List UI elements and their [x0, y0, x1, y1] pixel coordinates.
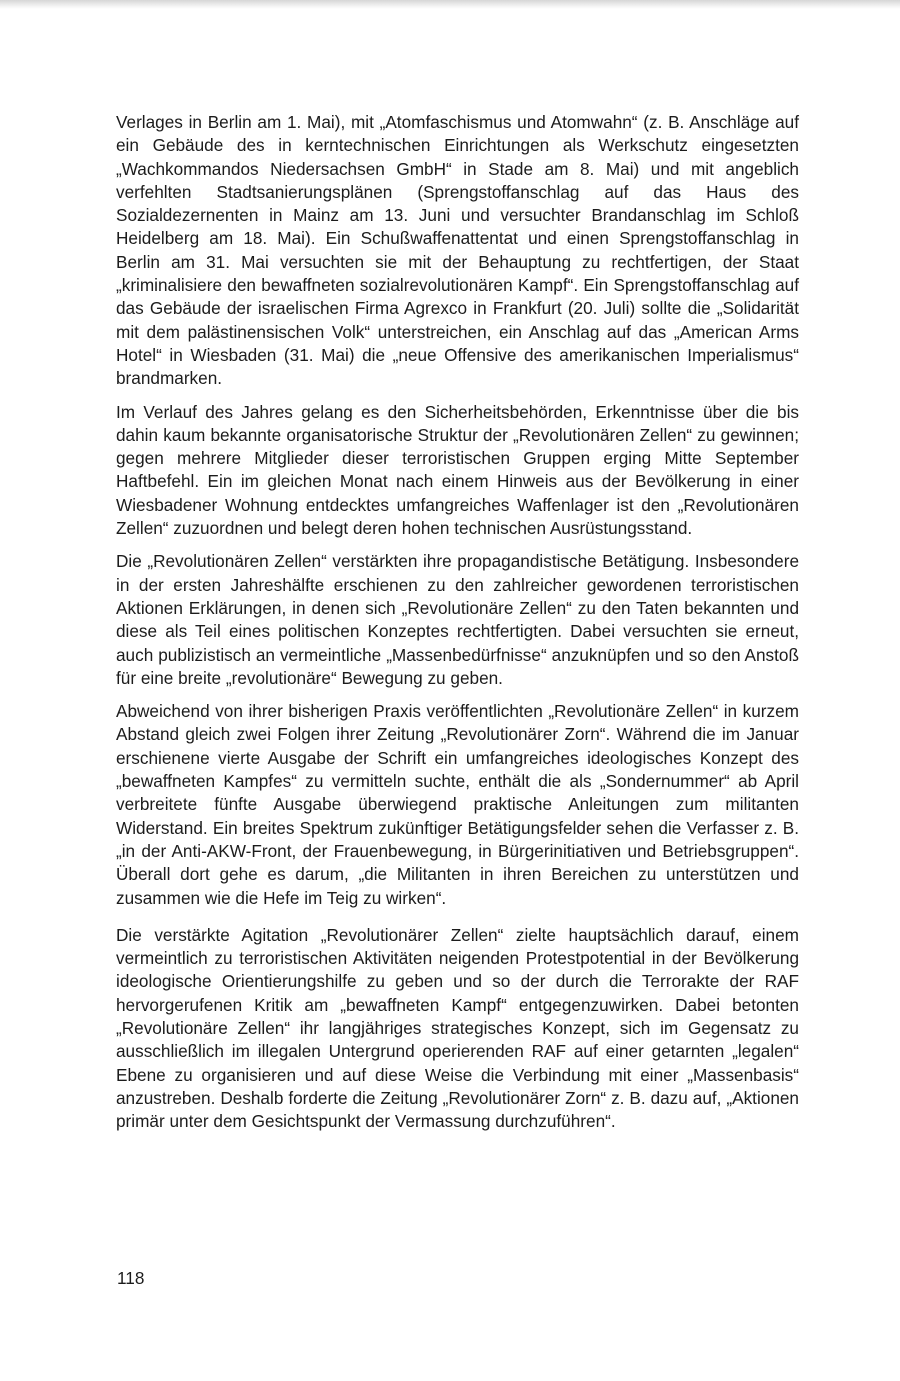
paragraph-5: Die verstärkte Agitation „Revolutionärer Zellen“ zielte hauptsächlich darauf, einem vermeintlich zu terroristischen Aktivitäten neigenden Protestpotential in der Bevölkerung ideologische Orientierungshilfe zu geben und so der durch die Terrorakte der RAF hervorgerufenen Kritik am „bewaffneten Kampf“ entgegenzuwirken. Dabei betonten „Revolutionäre Zellen“ ihr langjähriges strategisches Konzept, sich im Gegensatz zu ausschließlich im illegalen Untergrund operierenden RAF auf einer getarnten „legalen“ Ebene zu organisieren und auf diese Weise die Verbindung mit einer „Massenbasis“ anzustreben. Deshalb forderte die Zeitung „Revolutionärer Zorn“ z. B. dazu auf, „Aktionen primär unter dem Gesichtspunkt der Vermassung durchzuführen“.	[116, 924, 799, 1132]
page-number: 118	[117, 1268, 145, 1288]
paragraph-2: Im Verlauf des Jahres gelang es den Sicherheitsbehörden, Erkenntnisse über die bis dahin kaum bekannte organisatorische Struktur der „Revolutionären Zellen“ zu gewinnen; gegen mehrere Mitglieder dieser terroristischen Gruppen erging Mitte September Haftbefehl. Ein im gleichen Monat nach einem Hinweis aus der Bevölkerung in einer Wiesbadener Wohnung entdecktes umfangreiches Waffenlager ist den „Revolutionären Zellen“ zuzuordnen und belegt deren hohen technischen Ausrüstungsstand.	[116, 401, 799, 539]
paragraph-3: Die „Revolutionären Zellen“ verstärkten ihre propagandistische Betätigung. Insbesondere in der ersten Jahreshälfte erschienen zu den zahlreicher gewordenen terroristischen Aktionen Erklärungen, in denen sich „Revolutionäre Zellen“ zu den Taten bekannten und diese als Teil eines politischen Konzeptes rechtfertigten. Dabei versuchten sie erneut, auch publizistisch an vermeintliche „Massenbedürfnisse“ anzuknüpfen und so den Anstoß für eine breite „revolutionäre“ Bewegung zu geben.	[116, 551, 799, 688]
paragraph-1: Verlages in Berlin am 1. Mai), mit „Atomfaschismus und Atomwahn“ (z. B. Anschläge auf ein Gebäude des in kerntechnischen Einrichtungen als Werkschutz eingesetzten „Wachkommandos Niedersachsen GmbH“ in Stade am 8. Mai) und mit angeblich verfehlten Stadtsanierungsplänen (Sprengstoffanschlag auf das Haus des Sozialdezernenten in Mainz am 13. Juni und versuchter Brandanschlag im Schloß Heidelberg am 18. Mai). Ein Schußwaffenattentat und einen Sprengstoffanschlag in Berlin am 31. Mai versuchten sie mit der Behauptung zu rechtfertigen, der Staat „kriminalisiere den bewaffneten sozialrevolutionären Kampf“. Ein Sprengstoffanschlag auf das Gebäude der israelischen Firma Agrexco in Frankfurt (20. Juli) sollte die „Solidarität mit dem palästinensischen Volk“ unterstreichen, ein Anschlag auf das „American Arms Hotel“ in Wiesbaden (31. Mai) die „neue Offensive des amerikanischen Imperialismus“ brandmarken.	[116, 112, 799, 389]
page-body	[116, 111, 799, 1143]
paragraph-4: Abweichend von ihrer bisherigen Praxis veröffentlichten „Revolutionäre Zellen“ in kurzem Abstand gleich zwei Folgen ihrer Zeitung „Revolutionärer Zorn“. Während die im Januar erschienene vierte Ausgabe der Schrift ein umfangreiches ideologisches Konzept des „bewaffneten Kampfes“ zu vermitteln suchte, enthält die als „Sondernummer“ ab April verbreitete fünfte Ausgabe überwiegend praktische Anleitungen zum militanten Widerstand. Ein breites Spektrum zukünftiger Betätigungsfelder sehen die Verfasser z. B. „in der Anti-AKW-Front, der Frauenbewegung, in Bürgerinitiativen und Betriebsgruppen“. Überall dort gehe es darum, „die Militanten in ihren Bereichen zu unterstützen und zusammen wie die Hefe im Teig zu wirken“.	[116, 701, 799, 908]
page-top-edge	[0, 0, 900, 9]
